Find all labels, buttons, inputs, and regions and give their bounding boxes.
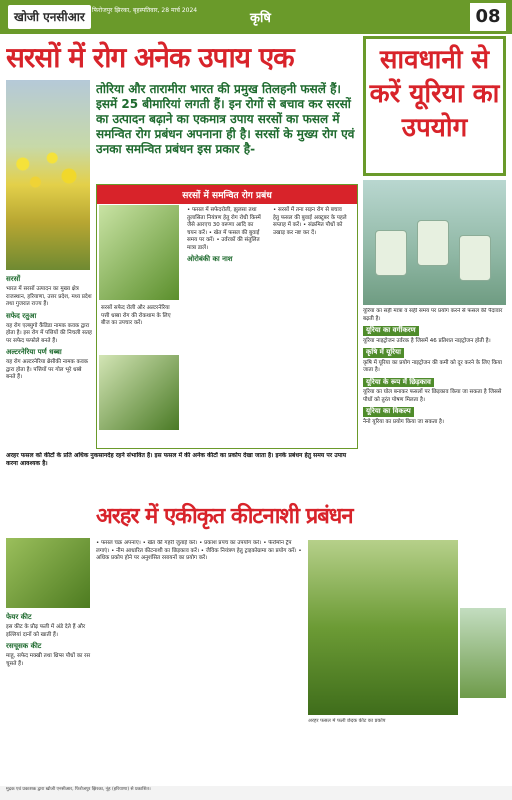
side-subhead-4: यूरिया का विकल्प bbox=[363, 407, 414, 417]
box-subhead: ओरोबंकी का नाश bbox=[187, 255, 233, 263]
dateline: फिरोजपुर झिरका, बृहस्पतिवार, 28 मार्च 2024 bbox=[92, 7, 198, 14]
bottom-text-2: माहू, सफेद मक्खी तथा थ्रिप्स पौधों का रस चूसते हैं। bbox=[6, 653, 91, 667]
mustard-flowers bbox=[6, 140, 90, 200]
side-subhead-1: यूरिया का वर्गीकरण bbox=[363, 326, 419, 336]
section-label: कृषि bbox=[250, 11, 271, 26]
pod-image bbox=[460, 608, 506, 698]
left-text-3: यह रोग अल्टरनेरिया ब्रेसीकी नामक कवक द्वारा होता है। पत्तियों पर गोल भूरे धब्बे बनते हैं। bbox=[6, 359, 89, 380]
bottom-text-1: इस कीट के प्रौढ़ फली में अंडे देते हैं और इल्लियां दानों को खाती हैं। bbox=[6, 624, 86, 638]
crop-image-2 bbox=[99, 355, 179, 430]
side-subhead-3: यूरिया के रूप में छिड़काव bbox=[363, 378, 434, 388]
masthead bbox=[0, 0, 512, 34]
bottom-subhead-2: रसचूसक कीट bbox=[6, 642, 42, 650]
box-col-1: सरसों सफेद रोली और अल्टरनेरिया पत्ती धब्बा रोग की रोकथाम के लिए बीज का उपचार करें। bbox=[101, 305, 171, 326]
urea-sack bbox=[417, 220, 449, 266]
urea-sack bbox=[459, 235, 491, 281]
pest-image bbox=[6, 538, 90, 608]
footer: मुद्रक एवं प्रकाशक द्वारा खोजी एनसीआर, फिरोजपुर झिरका, नूंह (हरियाणा) से प्रकाशित। bbox=[0, 786, 512, 800]
left-subhead-3: अल्टरनेरिया पर्ण धब्बा bbox=[6, 348, 62, 356]
side-text-2: कृषि में यूरिया का प्रयोग नाइट्रोजन की कमी को दूर करने के लिए किया जाता है। bbox=[363, 359, 502, 373]
brand-logo: खोजी एनसीआर bbox=[8, 5, 91, 29]
bottom-left-column bbox=[6, 610, 92, 780]
side-text-1: यूरिया नाइट्रोजन उर्वरक है जिसमें 46 प्रतिशत नाइट्रोजन होती है। bbox=[363, 337, 491, 344]
disease-management-box bbox=[96, 184, 358, 449]
side-text-3: यूरिया का घोल बनाकर फसलों पर छिड़काव किया जा सकता है जिससे पौधों को तुरंत पोषण मिलता है। bbox=[363, 389, 502, 403]
lead-strip: अरहर फसल को कीटों के प्रति अधिक नुकसानदेह रहने संभावित है। इस फसल में की अनेक कीटों का प्रकोप देखा जाता है। इनके प्रबंधन हेतु समय पर उपाय करना आवश्यक है। bbox=[6, 452, 347, 467]
crop-image bbox=[99, 205, 179, 300]
side-headline: सावधानी से करें यूरिया का उपयोग bbox=[363, 36, 506, 176]
box-col-2 bbox=[185, 205, 265, 445]
box-col-2-text: • फसल में सफेदरोली, झुलसा तथा तुलासिता नियंत्रण हेतु रोग रोधी किस्में जैसे आरएच 30 वरूणा आदि का चयन करें। • खेत में फसल की बुवाई समय पर करें। • उर्वरकों की संतुलित मात्रा डालें। bbox=[187, 207, 261, 251]
bottom-middle-text: • फसल चक्र अपनाएं। • खेत की गहरी जुताई करें। • प्रकाश प्रपंच का उपयोग करें। • फेरोमोन ट्रैप लगाएं। • नीम आधारित कीटनाशी का छिड़काव करें। • जैविक नियंत्रण हेतु ट्राइकोग्रामा का प्रयोग करें। • अधिक प्रकोप होने पर अनुशंसित रसायनों का प्रयोग करें। bbox=[96, 540, 302, 561]
left-text-2: यह रोग एल्ब्युगो कैंडिडा नामक कवक द्वारा होता है। इस रोग में पत्तियों की निचली सतह पर सफेद फफोले बनते हैं। bbox=[6, 322, 92, 344]
deck-text: तोरिया और तारामीरा भारत की प्रमुख तिलहनी फसलें हैं। इसमें 25 बीमारियां लगती हैं। इन रोगों से बचाव कर सरसों का उत्पादन बढ़ाने का एकमात्र उपाय सरसों का फसल में समन्वित रोग प्रबंधन अपनाना ही है। सरसों के मुख्य रोग एवं उनका समन्वित प्रबंधन इस प्रकार है- bbox=[96, 82, 355, 156]
second-headline: अरहर में एकीकृत कीटनाशी प्रबंधन bbox=[96, 504, 353, 529]
urea-sack bbox=[375, 230, 407, 276]
mustard-field-image bbox=[6, 80, 90, 270]
main-headline: सरसों में रोग अनेक उपाय एक bbox=[6, 41, 294, 74]
left-text-1: भारत में सरसों उत्पादन का मुख्य क्षेत्र राजस्थान, हरियाणा, उत्तर प्रदेश, मध्य प्रदेश तथा गुजरात राज्य हैं। bbox=[6, 286, 92, 307]
side-text-4: नैनो यूरिया का प्रयोग किया जा सकता है। bbox=[363, 418, 445, 425]
side-intro: यूरिया का सही मात्रा व सही समय पर प्रयोग करने से फसल की पैदावार बढ़ती है। bbox=[363, 308, 503, 322]
box-title: सरसों में समन्वित रोग प्रबंध bbox=[97, 185, 357, 204]
side-subhead-2: कृषि में यूरिया bbox=[363, 348, 404, 358]
urea-bags-image bbox=[363, 180, 506, 305]
pigeonpea-image bbox=[308, 540, 458, 715]
box-col-3: • सरसों में तना सड़न रोग से बचाव हेतु फसल की बुवाई अक्टूबर के पहले सप्ताह में करें। • संक्रमित पौधों को उखाड़ कर नष्ट कर दें। bbox=[273, 207, 347, 236]
left-subhead-2: सफेद रतुआ bbox=[6, 311, 37, 320]
page-number: 08 bbox=[470, 3, 506, 31]
image-caption: अरहर फसल में फली छेदक कीट का प्रकोप bbox=[308, 718, 386, 724]
left-subhead-1: सरसों bbox=[6, 275, 21, 283]
bottom-subhead-1: फेयर कीट bbox=[6, 613, 32, 621]
left-column bbox=[6, 272, 92, 450]
